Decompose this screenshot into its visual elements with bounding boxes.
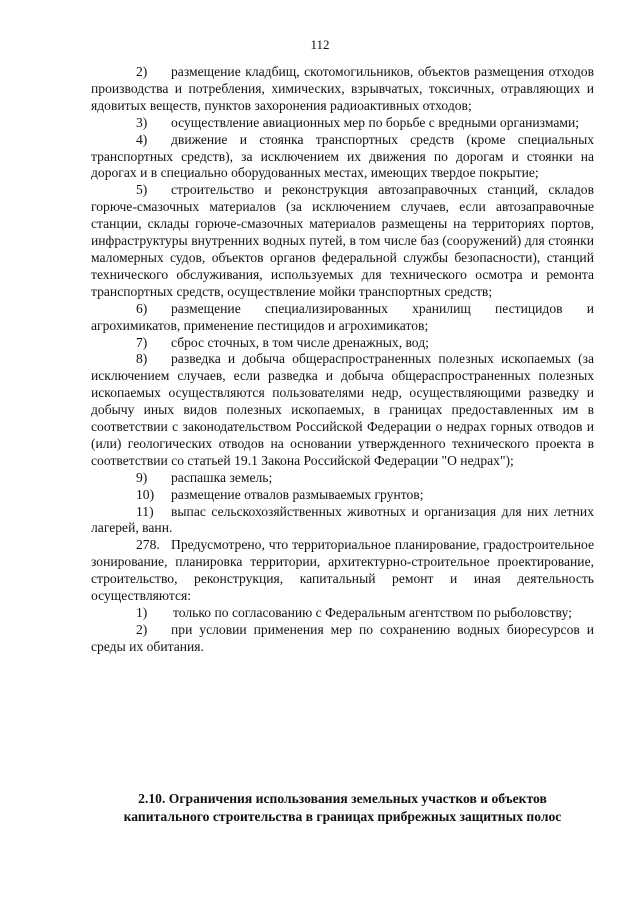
item-number: 2) <box>136 621 148 637</box>
list-item <box>91 487 594 504</box>
list-item <box>91 115 594 132</box>
item-text: движение и стоянка транспортных средств (кроме специальных транспортных средств), за исключением их движения по дорогам и стоянки на дорогах и в специально оборудованных местах, имеющих твердое покрытие; <box>91 131 594 181</box>
item-number: 8) <box>136 351 148 367</box>
section-heading-line: капитального строительства в границах прибрежных защитных полос <box>123 809 562 824</box>
item-text: Предусмотрено, что территориальное планирование, градостроительное зонирование, планировка территории, архитектурно-строительное проектирование, строительство, реконструкция, капитальный ремонт и иная деятельность осуществляются: <box>91 537 594 604</box>
list-item <box>91 470 594 487</box>
item-number: 7) <box>136 334 148 350</box>
item-number: 10) <box>136 486 155 502</box>
item-number: 11) <box>136 503 154 519</box>
item-text: размещение специализированных хранилищ пестицидов и агрохимикатов, применение пестицидов и агрохимикатов; <box>91 300 594 333</box>
list-item <box>91 504 594 538</box>
section-heading-line: 2.10. Ограничения использования земельных участков и объектов <box>138 791 547 806</box>
list-item <box>91 335 594 352</box>
item-text: размещение кладбищ, скотомогильников, объектов размещения отходов производства и потребления, химических, взрывчатых, токсичных, отравляющих и ядовитых веществ, пунктов захоронения радиоактивных отходов; <box>91 64 594 113</box>
list-item <box>91 182 594 300</box>
clause-paragraph <box>91 605 594 622</box>
list-item <box>91 351 594 469</box>
item-text: размещение отвалов размываемых грунтов; <box>171 486 424 502</box>
item-text: сброс сточных, в том числе дренажных, вод; <box>171 334 429 350</box>
item-number: 5) <box>136 182 148 198</box>
list-item <box>91 622 594 656</box>
item-number: 3) <box>136 114 148 130</box>
item-number: 2) <box>136 64 148 79</box>
item-number: 9) <box>136 469 148 485</box>
clause-number: 1) <box>136 605 148 620</box>
item-text: при условии применения мер по сохранению водных биоресурсов и среды их обитания. <box>91 621 594 654</box>
list-item <box>91 537 594 605</box>
item-text: выпас сельскохозяйственных животных и организация для них летних лагерей, ванн. <box>91 503 594 536</box>
list-item <box>91 132 594 183</box>
item-text: разведка и добыча общераспространенных полезных ископаемых (за исключением случаев, если разведка и добыча общераспространенных полезных ископаемых осуществляются пользователями недр, осуществляющими разведку и добычу иных видов полезных ископаемых, в границах предоставленных им в соответствии с законодательством Российской Федерации о недрах горных отводов и (или) геологических отводов на основании утвержденного технического проекта в соответствии со статьей 19.1 Закона Российской Федерации "О недрах"); <box>91 351 594 468</box>
list-item <box>91 64 594 115</box>
clause-text: только по согласованию с Федеральным агентством по рыболовству; <box>173 605 572 620</box>
item-number: 6) <box>136 300 148 316</box>
list-item <box>91 301 594 335</box>
document-body <box>91 64 594 673</box>
item-text: строительство и реконструкция автозаправочных станций, складов горюче-смазочных материалов (за исключением случаев, если автозаправочные станции, склады горюче-смазочных материалов размещены на территориях портов, инфраструктуры внутренних водных путей, в том числе баз (сооружений) для стоянки маломерных судов, объектов органов федеральной службы безопасности), станций технического обслуживания, используемых для технического осмотра и ремонта транспортных средств, осуществление мойки транспортных средств; <box>91 182 594 299</box>
section-heading <box>91 790 594 826</box>
item-text: распашка земель; <box>171 469 273 485</box>
item-number: 4) <box>136 131 148 147</box>
list-item <box>91 656 594 673</box>
page-number: 112 <box>310 37 330 52</box>
item-text: осуществление авиационных мер по борьбе с вредными организмами; <box>171 114 580 130</box>
item-number: 278. <box>136 537 160 553</box>
